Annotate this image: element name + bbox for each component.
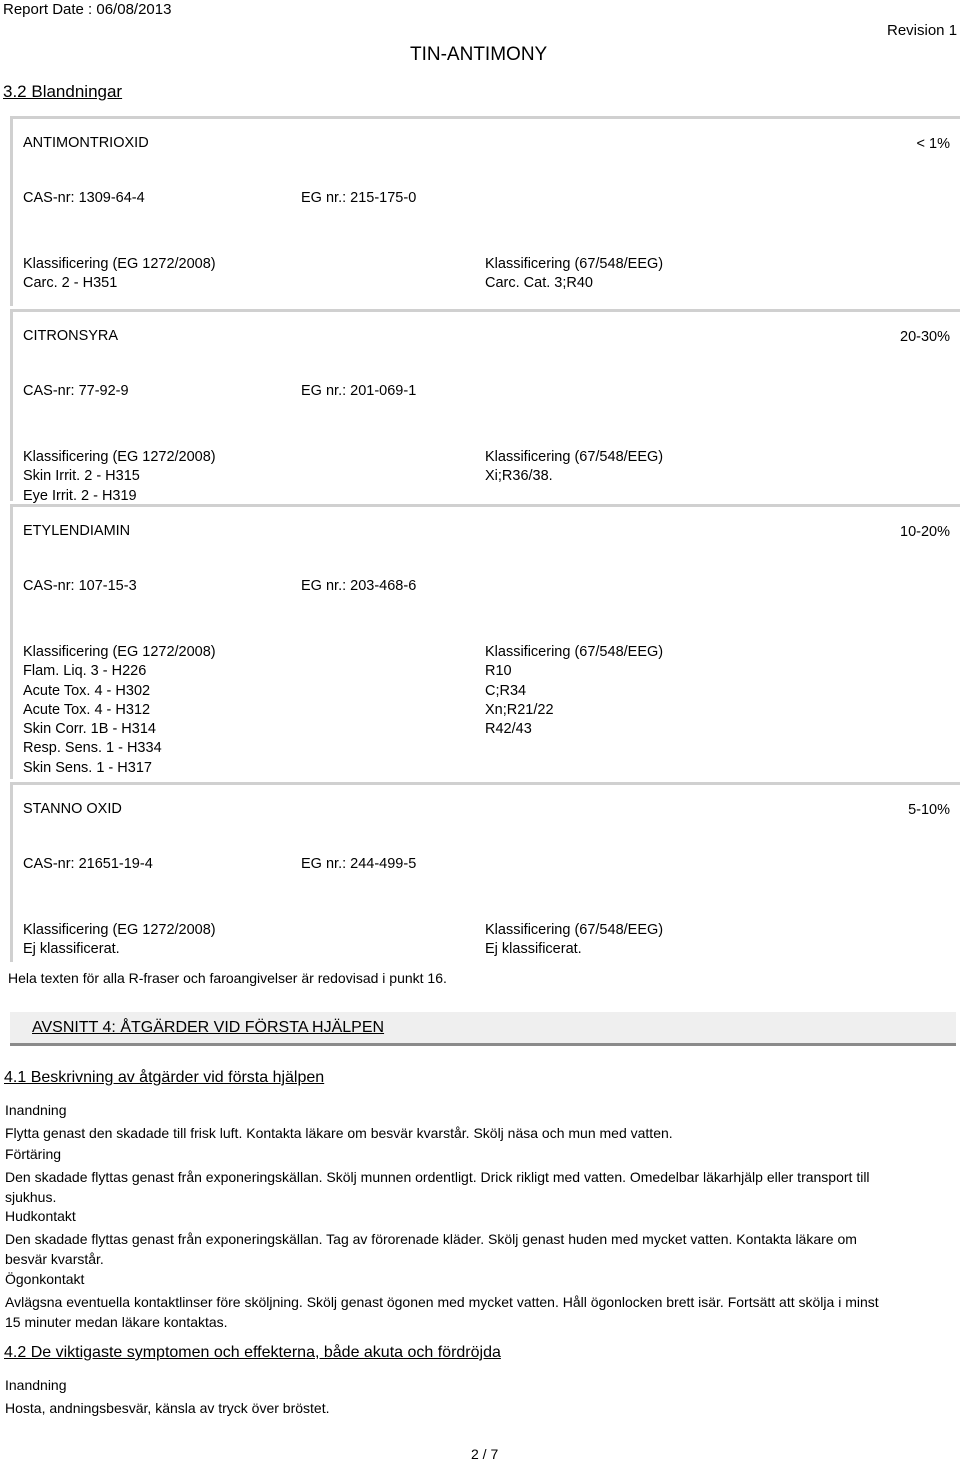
clp-classification-line: Skin Corr. 1B - H314 [23, 721, 156, 738]
substance-name: STANNO OXID [23, 801, 122, 817]
clp-classification-title: Klassificering (EG 1272/2008) [23, 922, 216, 938]
section-4-title: AVSNITT 4: ÅTGÄRDER VID FÖRSTA HJÄLPEN [32, 1019, 385, 1036]
clp-classification [23, 448, 216, 506]
clp-classification-line: Resp. Sens. 1 - H334 [23, 740, 162, 757]
label-hudkontakt: Hudkontakt [5, 1208, 76, 1224]
dsd-classification-line: C;R34 [485, 682, 527, 699]
cas-number: CAS-nr: 1309-64-4 [23, 190, 145, 206]
substance-box [10, 782, 960, 962]
eg-number: EG nr.: 201-069-1 [301, 383, 417, 399]
eg-number: EG nr.: 244-499-5 [301, 856, 417, 872]
subsection-4-1-title: 4.1 Beskrivning av åtgärder vid första hjälpen [4, 1069, 325, 1086]
substance-concentration: 10-20% [900, 524, 950, 540]
clp-classification-line: Carc. 2 - H351 [23, 275, 118, 292]
dsd-classification [485, 921, 663, 960]
text-inandning: Flytta genast den skadade till frisk luft. Kontakta läkare om besvär kvarstår. Skölj näsa och mun med vatten. [5, 1125, 673, 1141]
clp-classification [23, 643, 216, 778]
clp-classification-line: Flam. Liq. 3 - H226 [23, 663, 147, 680]
section-4-header [10, 1012, 956, 1046]
dsd-classification-title: Klassificering (67/548/EEG) [485, 922, 664, 938]
dsd-classification-line: R10 [485, 663, 512, 680]
cas-number: CAS-nr: 77-92-9 [23, 383, 129, 399]
report-date: Report Date : 06/08/2013 [3, 1, 172, 18]
clp-classification-line: Skin Irrit. 2 - H315 [23, 468, 140, 485]
clp-classification-line: Acute Tox. 4 - H312 [23, 701, 151, 718]
label-ogonkontakt: Ögonkontakt [5, 1271, 85, 1287]
substance-name: ETYLENDIAMIN [23, 523, 131, 539]
dsd-classification [485, 643, 663, 739]
substance-box [10, 116, 960, 306]
substance-name: CITRONSYRA [23, 328, 119, 344]
substance-concentration: < 1% [916, 136, 950, 152]
clp-classification-title: Klassificering (EG 1272/2008) [23, 256, 216, 272]
clp-classification-title: Klassificering (EG 1272/2008) [23, 644, 216, 660]
dsd-classification-line: Ej klassificerat. [485, 941, 582, 958]
label-inandning: Inandning [5, 1102, 67, 1118]
clp-classification-line: Acute Tox. 4 - H302 [23, 682, 151, 699]
dsd-classification-title: Klassificering (67/548/EEG) [485, 256, 664, 272]
text-inandning-42: Hosta, andningsbesvär, känsla av tryck över bröstet. [5, 1400, 330, 1416]
dsd-classification-title: Klassificering (67/548/EEG) [485, 644, 664, 660]
clp-classification-line: Ej klassificerat. [23, 941, 120, 958]
dsd-classification-line: Xi;R36/38. [485, 468, 553, 485]
dsd-classification-title: Klassificering (67/548/EEG) [485, 449, 664, 465]
document-title: TIN-ANTIMONY [410, 44, 548, 65]
substance-box [10, 504, 960, 779]
cas-number: CAS-nr: 21651-19-4 [23, 856, 153, 872]
dsd-classification [485, 255, 663, 294]
clp-classification [23, 921, 216, 960]
eg-number: EG nr.: 215-175-0 [301, 190, 417, 206]
clp-classification-line: Eye Irrit. 2 - H319 [23, 487, 137, 504]
page-number: 2 / 7 [471, 1446, 499, 1462]
substance-concentration: 5-10% [908, 802, 950, 818]
section-3-2-title: 3.2 Blandningar [3, 82, 123, 101]
clp-classification-line: Skin Sens. 1 - H317 [23, 759, 152, 776]
subsection-4-2-title: 4.2 De viktigaste symptomen och effekterna, både akuta och fördröjda [4, 1344, 501, 1361]
text-ogonkontakt: Avlägsna eventuella kontaktlinser före sköljning. Skölj genast ögonen med mycket vatten. Håll ögonlocken brett isär. Fortsätt att skölja i minst 15 minuter medan läkare kontaktas. [5, 1294, 879, 1330]
dsd-classification-line: Carc. Cat. 3;R40 [485, 275, 593, 292]
dsd-classification-line: R42/43 [485, 721, 532, 738]
cas-number: CAS-nr: 107-15-3 [23, 578, 137, 594]
substance-name: ANTIMONTRIOXID [23, 135, 149, 151]
label-fortaring: Förtäring [5, 1146, 62, 1162]
substance-concentration: 20-30% [900, 329, 950, 345]
r-phrases-note: Hela texten för alla R-fraser och faroangivelser är redovisad i punkt 16. [8, 970, 447, 986]
substance-box [10, 309, 960, 504]
label-inandning-42: Inandning [5, 1377, 67, 1393]
clp-classification-title: Klassificering (EG 1272/2008) [23, 449, 216, 465]
dsd-classification [485, 448, 663, 487]
text-fortaring: Den skadade flyttas genast från exponeringskällan. Skölj munnen ordentligt. Drick rikligt med vatten. Omedelbar läkarhjälp eller transport till sjukhus. [5, 1169, 870, 1205]
revision: Revision 1 [887, 22, 958, 39]
dsd-classification-line: Xn;R21/22 [485, 701, 554, 718]
eg-number: EG nr.: 203-468-6 [301, 578, 417, 594]
clp-classification [23, 255, 216, 294]
text-hudkontakt: Den skadade flyttas genast från exponeringskällan. Tag av förorenade kläder. Skölj genast huden med mycket vatten. Kontakta läkare om besvär kvarstår. [5, 1231, 857, 1267]
